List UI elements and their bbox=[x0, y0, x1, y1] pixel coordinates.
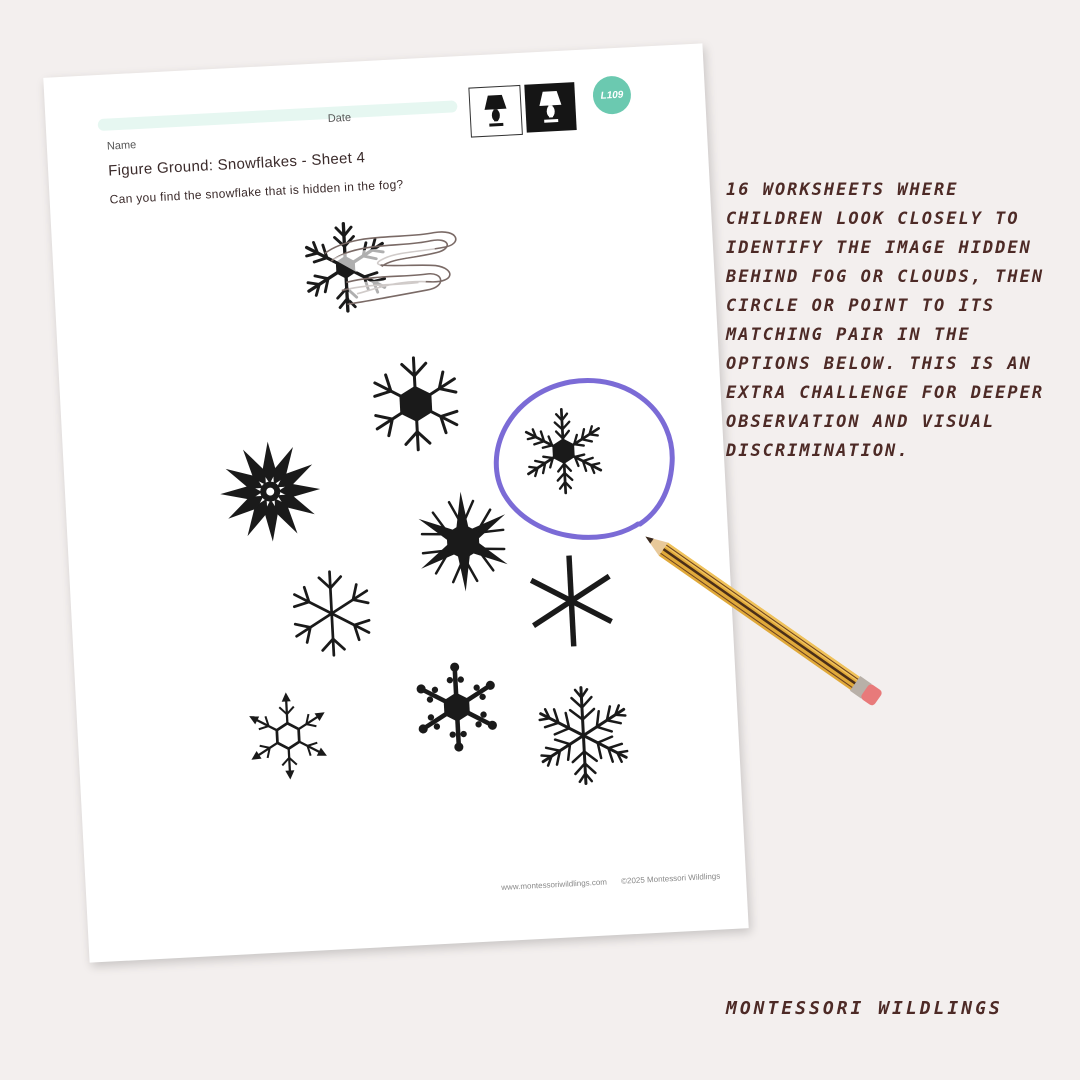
fog-snowflake-target bbox=[283, 206, 469, 325]
snowflake-option-5[interactable] bbox=[279, 561, 384, 666]
lamp-figure-icon bbox=[468, 85, 523, 138]
snowflake-option-6[interactable] bbox=[519, 548, 624, 653]
lamp-ground-icon bbox=[524, 82, 576, 133]
snowflake-option-2[interactable] bbox=[212, 434, 328, 550]
snowflake-option-1[interactable] bbox=[358, 346, 474, 462]
snowflake-option-8[interactable] bbox=[404, 655, 509, 760]
footer-url: www.montessoriwildlings.com bbox=[501, 877, 608, 893]
date-label: Date bbox=[327, 111, 352, 126]
worksheet-title: Figure Ground: Snowflakes - Sheet 4 bbox=[107, 149, 366, 180]
pencil-icon bbox=[640, 520, 920, 720]
product-description: 16 WORKSHEETS WHERE CHILDREN LOOK CLOSELY TO IDENTIFY THE IMAGE HIDDEN BEHIND FOG OR CLOUDS, THEN CIRCLE OR POINT TO ITS MATCHING PAIR IN THE OPTIONS BELOW. THIS IS AN EXTRA CHALLENGE FOR DEEPER OBSERVATION AND VISUAL DISCRIMINATION. bbox=[726, 180, 1045, 461]
footer-copyright: ©2025 Montessori Wildlings bbox=[620, 871, 721, 886]
answer-circle-mark bbox=[490, 374, 680, 544]
brand-name: MONTESSORI WILDLINGS bbox=[726, 998, 1003, 1019]
worksheet-code-badge: L109 bbox=[592, 75, 632, 115]
snowflake-option-9[interactable] bbox=[526, 678, 642, 794]
name-label: Name bbox=[106, 139, 137, 153]
worksheet-question: Can you find the snowflake that is hidden in the fog? bbox=[109, 177, 404, 207]
snowflake-option-7[interactable] bbox=[235, 683, 340, 788]
